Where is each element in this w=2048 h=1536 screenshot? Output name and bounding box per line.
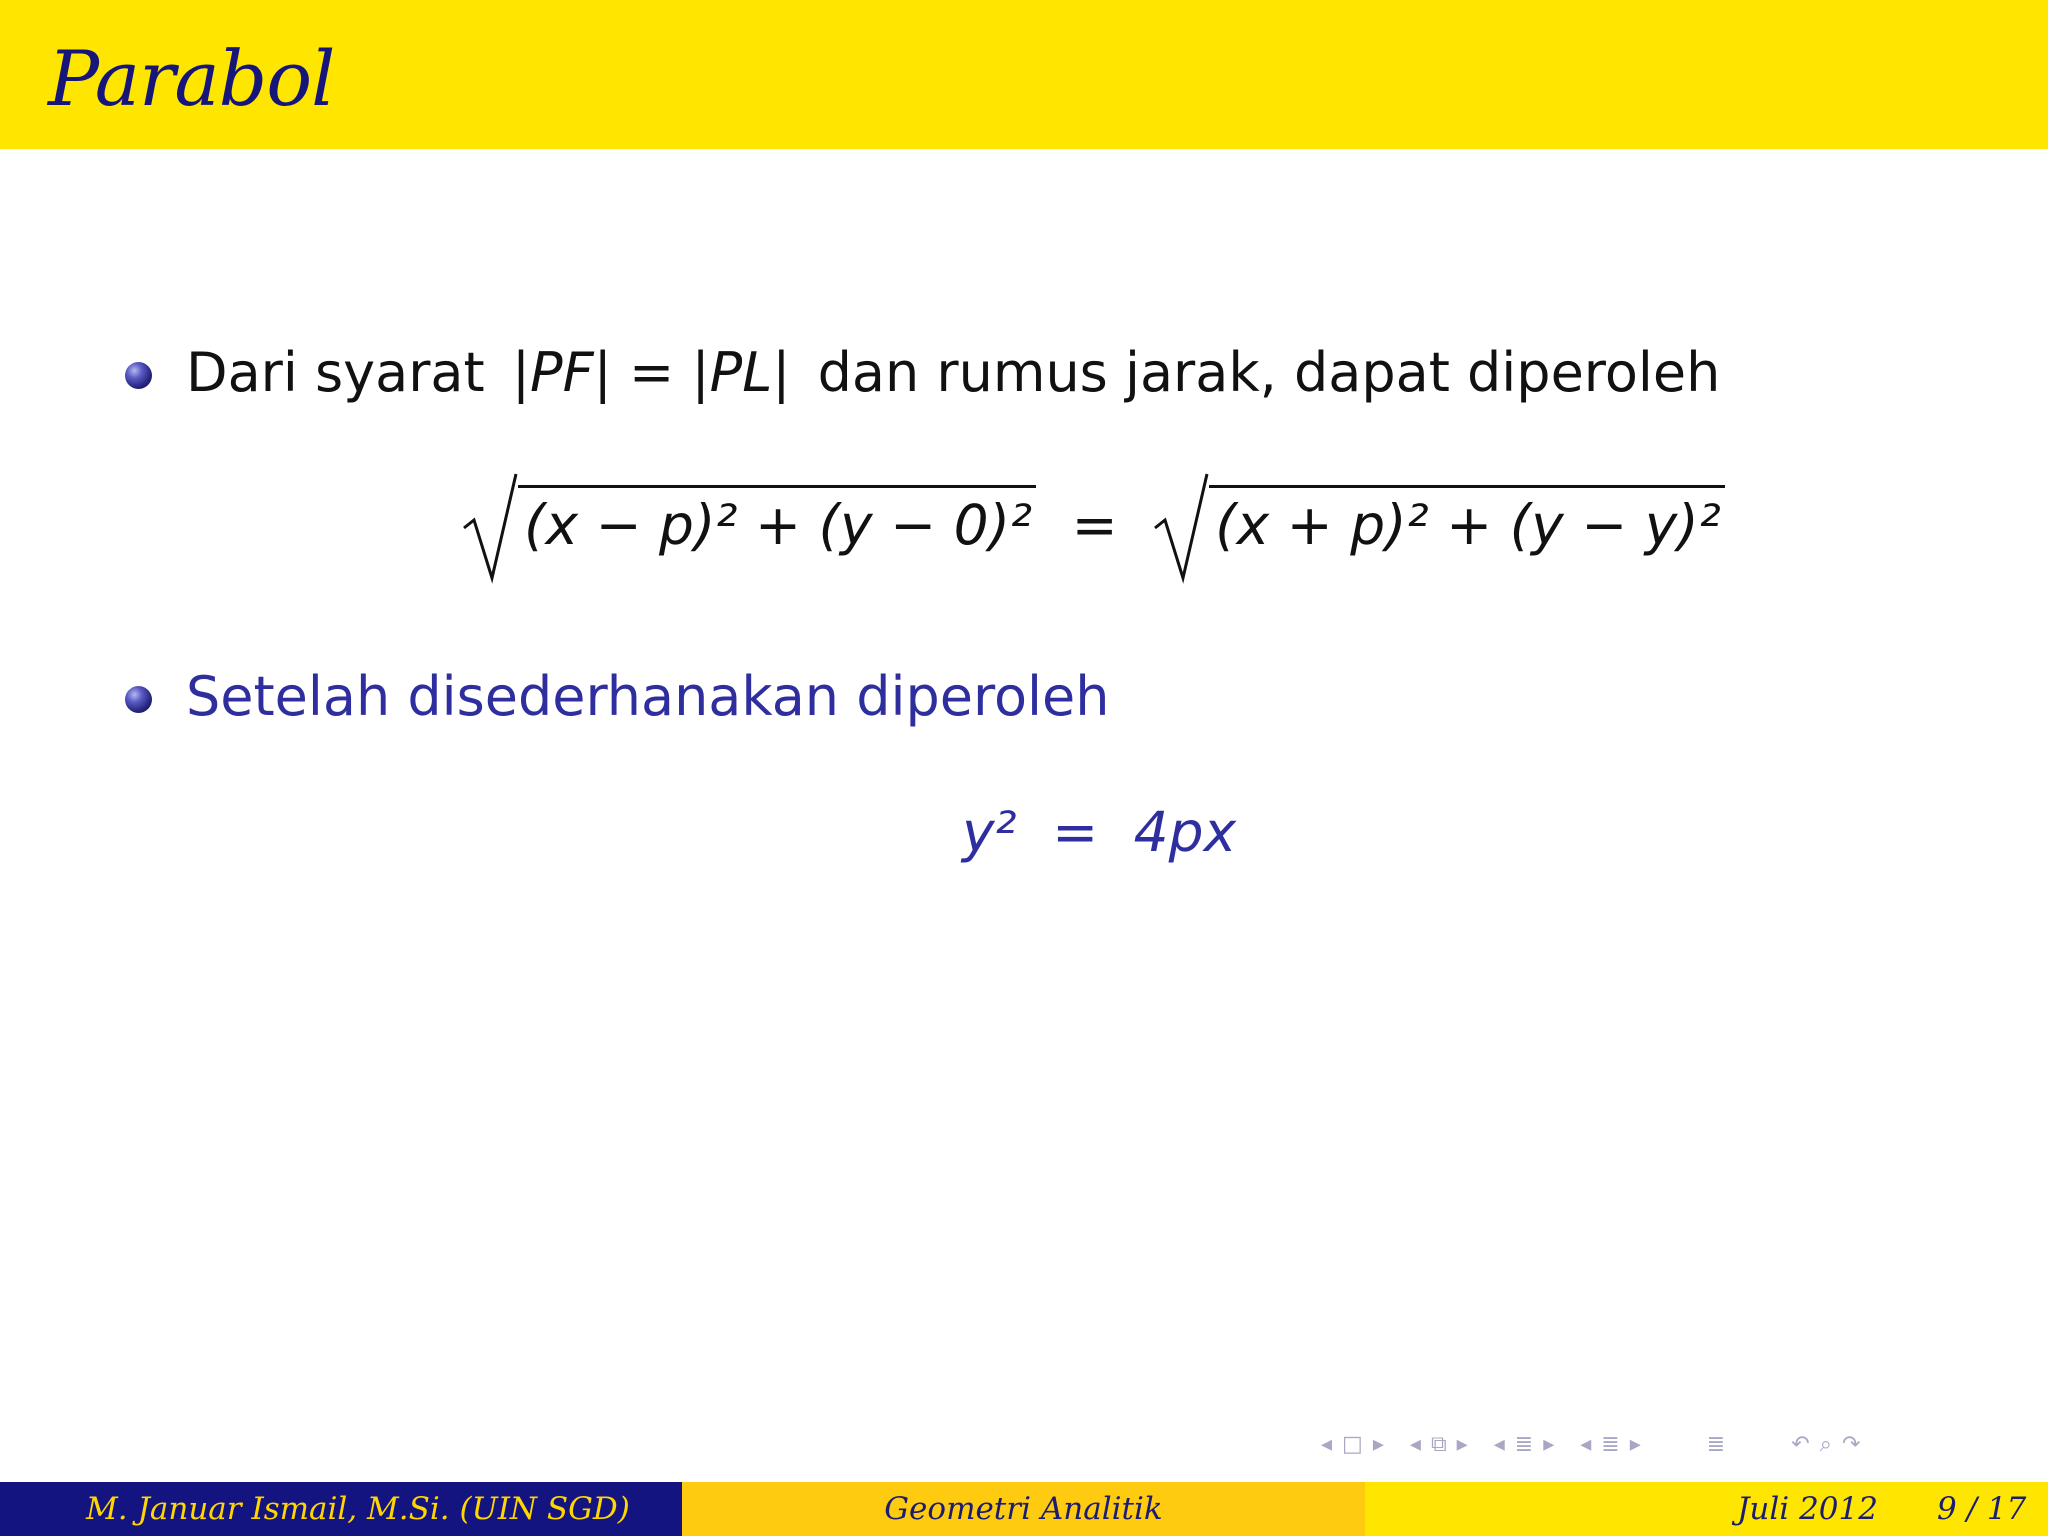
section-icon[interactable]: ≣ [1514, 1432, 1534, 1457]
frame-icon[interactable]: □ [1342, 1432, 1363, 1457]
beamer-navigation-bar [1316, 1432, 1865, 1472]
rhs-radicand: (x + p)² + (y − y)² [1209, 485, 1725, 553]
nav-prev-icon[interactable]: ◂ [1493, 1432, 1505, 1457]
bullet-point-icon [125, 362, 152, 389]
nav-next-icon[interactable]: ▸ [1372, 1432, 1384, 1457]
undo-icon[interactable]: ↶ [1791, 1432, 1810, 1457]
slide-footer [0, 1482, 2048, 1536]
footer-author-text: M. Januar Ismail, M.Si. (UIN SGD) [86, 1491, 630, 1527]
footer-author [0, 1482, 682, 1536]
slide-title: Parabol [48, 34, 335, 123]
footer-page-number: 9 / 17 [1937, 1491, 2027, 1527]
bullet-point-icon [125, 686, 152, 713]
nav-prev-icon[interactable]: ◂ [1321, 1432, 1333, 1457]
bullet-1-prefix: Dari syarat [186, 341, 485, 404]
radical-sign-icon [1153, 470, 1209, 588]
equation-1-equals: = [1071, 493, 1118, 558]
subsection-icon[interactable]: ⧉ [1430, 1432, 1447, 1457]
footer-date-text: Juli 2012 [1737, 1491, 1878, 1527]
lhs-radicand: (x − p)² + (y − 0)² [518, 485, 1036, 553]
redo-icon[interactable]: ↷ [1841, 1432, 1861, 1457]
nav-next-icon[interactable]: ▸ [1629, 1432, 1641, 1457]
footer-course-text: Geometri Analitik [884, 1491, 1163, 1527]
footer-date-page [1365, 1482, 2048, 1536]
footer-course [682, 1482, 1365, 1536]
equation-2-rhs: 4px [1133, 800, 1237, 864]
equation-2-equals: = [1052, 800, 1099, 864]
doc-icon[interactable]: ≣ [1601, 1432, 1620, 1457]
parabola-equation [962, 800, 1236, 864]
square-root-rhs [1153, 470, 1725, 588]
bullet-1-suffix: dan rumus jarak, dapat diperoleh [817, 341, 1721, 404]
square-root-lhs [462, 470, 1036, 588]
bullet-2-text: Setelah disederhanakan diperoleh [186, 665, 1110, 728]
bullet-1-text [186, 341, 1721, 404]
bullet-1-math: |PF| = |PL| [511, 341, 791, 404]
nav-prev-icon[interactable]: ◂ [1580, 1432, 1592, 1457]
nav-next-icon[interactable]: ▸ [1543, 1432, 1555, 1457]
slide-header [0, 0, 2048, 149]
radical-sign-icon [462, 470, 518, 588]
equation-2-lhs: y² [962, 800, 1017, 864]
distance-equation [456, 470, 1731, 588]
search-icon[interactable]: ⌕ [1819, 1432, 1832, 1457]
nav-next-icon[interactable]: ▸ [1456, 1432, 1468, 1457]
nav-prev-icon[interactable]: ◂ [1409, 1432, 1421, 1457]
outline-icon[interactable]: ≣ [1706, 1432, 1726, 1457]
